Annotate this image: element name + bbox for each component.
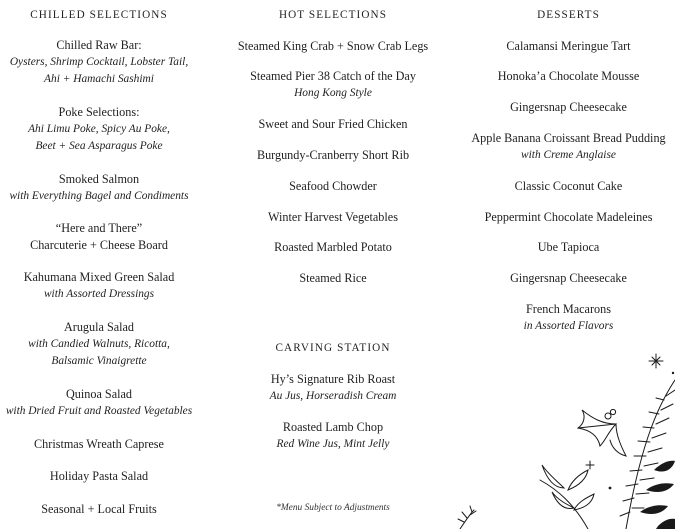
menu-item (0, 436, 198, 453)
menu-item (0, 220, 198, 254)
item-title: Burgundy-Cranberry Short Rib (256, 148, 410, 162)
item-title: Smoked Salmon (58, 172, 140, 186)
menu-item (228, 68, 438, 102)
menu-item (0, 269, 198, 303)
dot-icon (672, 372, 674, 374)
item-title: Steamed Pier 38 Catch of the Day (250, 69, 416, 83)
menu-item (0, 171, 198, 205)
menu-item (228, 116, 438, 133)
desserts-heading: DESSERTS (537, 9, 600, 21)
menu-item (462, 38, 675, 55)
menu-item (0, 501, 198, 518)
item-description: with Dried Fruit and Roasted Vegetables (5, 405, 193, 417)
menu-item (0, 468, 198, 485)
item-title: Winter Harvest Vegetables (268, 210, 398, 224)
menu-item (462, 301, 675, 335)
item-title: Kahumana Mixed Green Salad (23, 270, 175, 284)
item-title: Holiday Pasta Salad (49, 469, 149, 483)
item-description: Red Wine Jus, Mint Jelly (276, 438, 390, 450)
menu-item (228, 147, 438, 164)
item-description: with Assorted Dressings (43, 288, 155, 300)
item-title: Gingersnap Cheesecake (510, 271, 627, 285)
sparkle-icon (586, 461, 594, 469)
item-title: Steamed Rice (299, 271, 367, 285)
item-title: Ube Tapioca (537, 240, 600, 254)
menu-item (462, 209, 675, 226)
holly-leaf-icon (578, 410, 626, 456)
item-description: with Everything Bagel and Condiments (9, 190, 189, 202)
holly-berry-icon (605, 409, 616, 419)
item-description: Hong Kong Style (294, 87, 372, 99)
item-title: Apple Banana Croissant Bread Pudding (471, 131, 666, 145)
item-description: Balsamic Vinaigrette (51, 355, 147, 367)
menu-item (228, 178, 438, 195)
item-title: Chilled Raw Bar: (56, 38, 142, 52)
menu-item (0, 319, 198, 370)
menu-item (0, 37, 198, 88)
leaf-branch-icon (540, 465, 594, 529)
menu-item (228, 209, 438, 226)
item-description: Beet + Sea Asparagus Poke (35, 140, 163, 152)
menu-item (228, 239, 438, 256)
item-title: Peppermint Chocolate Madeleines (484, 210, 653, 224)
item-title: Classic Coconut Cake (514, 179, 623, 193)
menu-item (462, 99, 675, 116)
item-description: Au Jus, Horseradish Cream (269, 390, 397, 402)
item-title: Sweet and Sour Fried Chicken (258, 117, 408, 131)
item-title: Christmas Wreath Caprese (34, 437, 164, 451)
item-description: Ahi Limu Poke, Spicy Au Poke, (28, 123, 170, 135)
item-title: “Here and There” (55, 221, 143, 235)
hot-selections-heading: HOT SELECTIONS (278, 9, 388, 21)
item-title: Calamansi Meringue Tart (506, 39, 631, 53)
menu-item (0, 104, 198, 155)
chilled-selections-heading: CHILLED SELECTIONS (30, 9, 168, 21)
holly-foliage-illustration (440, 340, 675, 529)
item-description: with Candied Walnuts, Ricotta, (28, 338, 170, 350)
item-title: Poke Selections: (58, 105, 140, 119)
menu-item (228, 419, 438, 453)
menu-item (462, 68, 675, 85)
item-title: Hy’s Signature Rib Roast (270, 372, 396, 386)
menu-item (462, 270, 675, 287)
item-title: Gingersnap Cheesecake (510, 100, 627, 114)
item-title: Charcuterie + Cheese Board (30, 238, 168, 252)
item-title: French Macarons (526, 302, 611, 316)
item-title: Seafood Chowder (289, 179, 377, 193)
item-title: Arugula Salad (63, 320, 135, 334)
item-description: in Assorted Flavors (523, 320, 614, 332)
dot-icon (609, 487, 612, 490)
twig-icon (458, 506, 476, 529)
leaf-cluster-icon (640, 461, 675, 529)
item-description: Ahi + Hamachi Sashimi (44, 73, 154, 85)
item-description: Oysters, Shrimp Cocktail, Lobster Tail, (9, 56, 189, 68)
menu-item (462, 178, 675, 195)
sparkle-icon (649, 354, 663, 368)
menu-disclaimer: *Menu Subject to Adjustments (276, 503, 390, 513)
carving-station-heading: CARVING STATION (275, 342, 391, 354)
item-title: Quinoa Salad (65, 387, 132, 401)
menu-item (462, 239, 675, 256)
item-title: Honoka’a Chocolate Mousse (497, 69, 640, 83)
menu-item (462, 130, 675, 164)
item-description: with Creme Anglaise (521, 149, 616, 161)
item-title: Steamed King Crab + Snow Crab Legs (237, 39, 429, 53)
menu-item (0, 386, 198, 420)
item-title: Roasted Marbled Potato (274, 240, 392, 254)
menu-item (228, 371, 438, 405)
menu-item (228, 270, 438, 287)
menu-item (228, 38, 438, 55)
item-title: Roasted Lamb Chop (282, 420, 384, 434)
item-title: Seasonal + Local Fruits (41, 502, 157, 516)
